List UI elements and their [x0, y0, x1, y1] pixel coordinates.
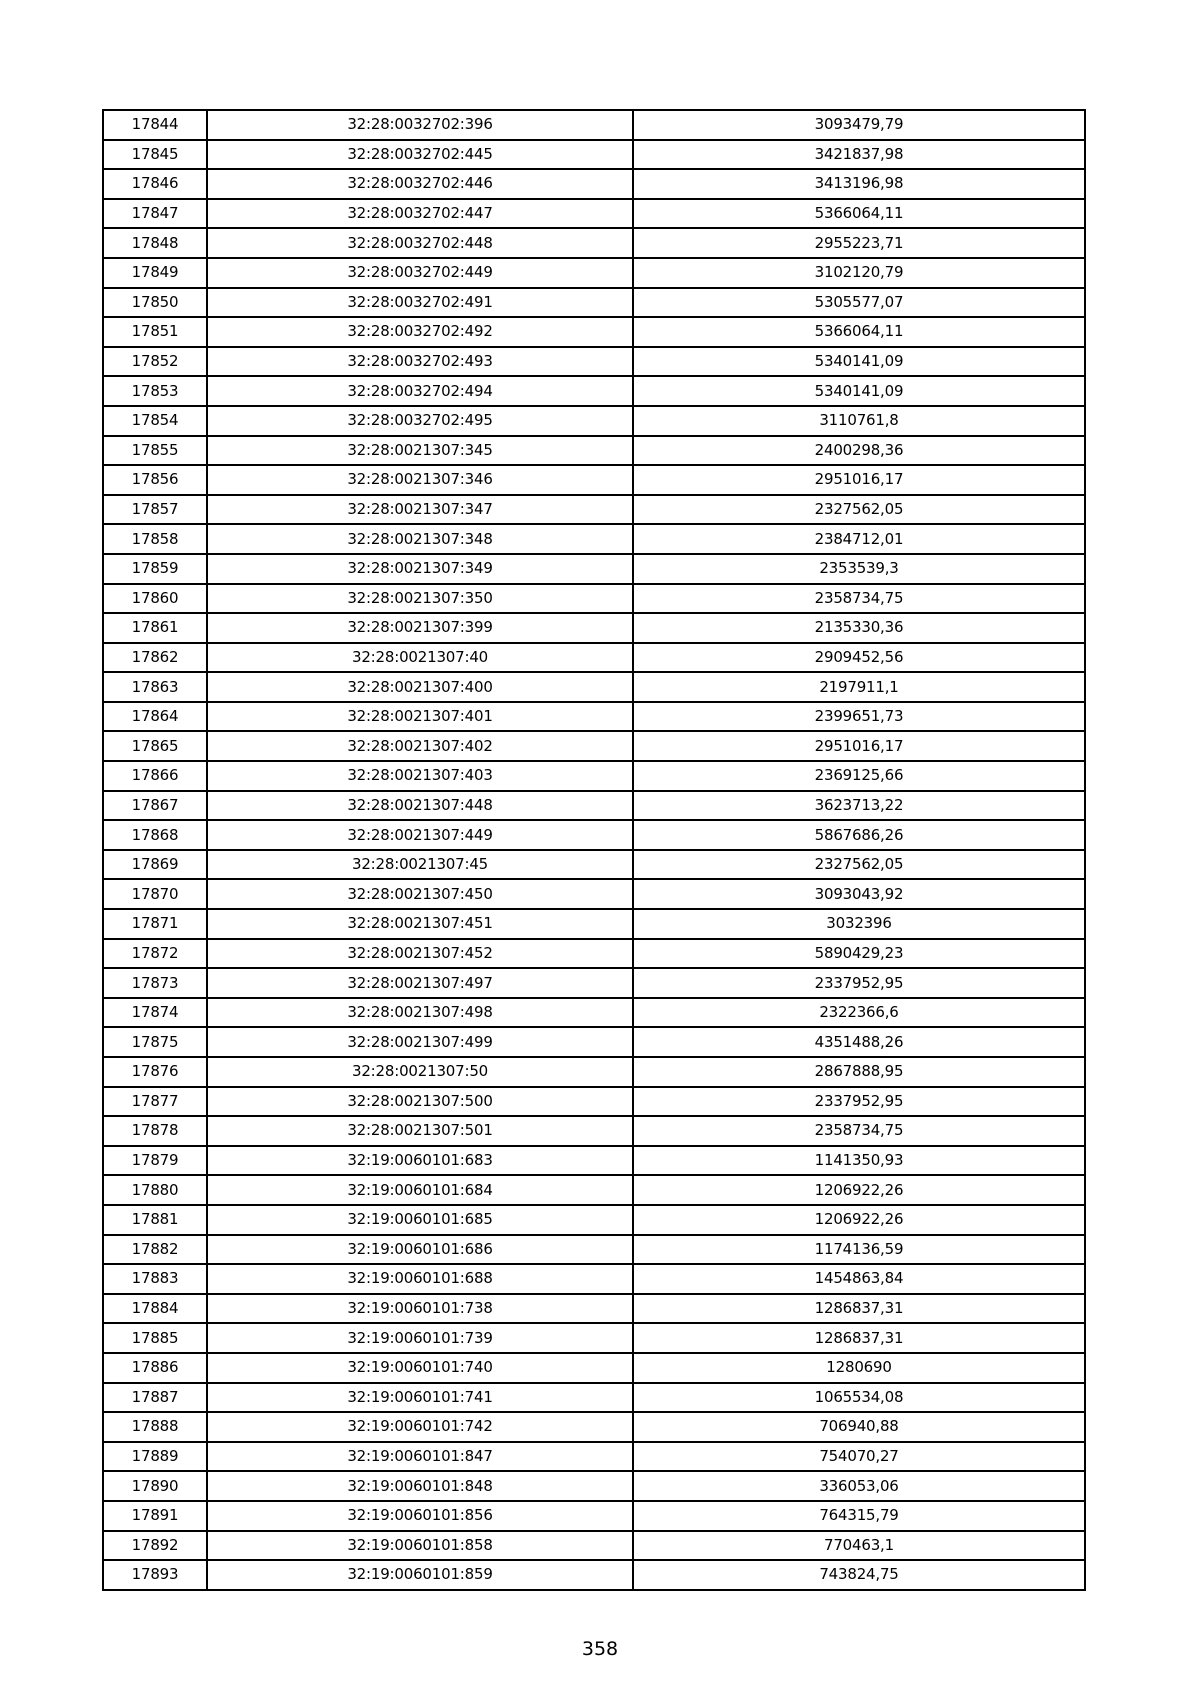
cadastral-number-cell: 32:19:0060101:847	[207, 1442, 633, 1472]
row-number-cell: 17880	[103, 1175, 207, 1205]
table-row	[103, 1235, 1085, 1265]
row-number-cell: 17849	[103, 258, 207, 288]
cadastral-number-cell: 32:19:0060101:741	[207, 1383, 633, 1413]
row-number-cell: 17887	[103, 1383, 207, 1413]
cadastral-number-cell: 32:28:0021307:451	[207, 909, 633, 939]
cadastral-number-cell: 32:28:0032702:495	[207, 406, 633, 436]
row-number-cell: 17852	[103, 347, 207, 377]
table-row	[103, 258, 1085, 288]
row-number-cell: 17855	[103, 436, 207, 466]
table-row	[103, 1294, 1085, 1324]
value-cell: 3032396	[633, 909, 1085, 939]
table-row	[103, 643, 1085, 673]
value-cell: 5340141,09	[633, 347, 1085, 377]
row-number-cell: 17856	[103, 465, 207, 495]
value-cell: 754070,27	[633, 1442, 1085, 1472]
table-row	[103, 791, 1085, 821]
table-row	[103, 1116, 1085, 1146]
table-row	[103, 1146, 1085, 1176]
table-row	[103, 1205, 1085, 1235]
value-cell: 1206922,26	[633, 1205, 1085, 1235]
row-number-cell: 17851	[103, 317, 207, 347]
cadastral-number-cell: 32:28:0021307:345	[207, 436, 633, 466]
row-number-cell: 17850	[103, 288, 207, 318]
row-number-cell: 17844	[103, 110, 207, 140]
row-number-cell: 17879	[103, 1146, 207, 1176]
value-cell: 2400298,36	[633, 436, 1085, 466]
value-cell: 2337952,95	[633, 1087, 1085, 1117]
row-number-cell: 17890	[103, 1471, 207, 1501]
value-cell: 5366064,11	[633, 317, 1085, 347]
table-row	[103, 1027, 1085, 1057]
table-row	[103, 672, 1085, 702]
value-cell: 5305577,07	[633, 288, 1085, 318]
value-cell: 2369125,66	[633, 761, 1085, 791]
row-number-cell: 17885	[103, 1323, 207, 1353]
table-row	[103, 761, 1085, 791]
page-number: 358	[581, 1638, 619, 1660]
table-row	[103, 1531, 1085, 1561]
table-row	[103, 850, 1085, 880]
table-row	[103, 879, 1085, 909]
value-cell: 743824,75	[633, 1560, 1085, 1590]
cadastral-number-cell: 32:19:0060101:856	[207, 1501, 633, 1531]
cadastral-number-cell: 32:19:0060101:848	[207, 1471, 633, 1501]
value-cell: 2197911,1	[633, 672, 1085, 702]
table-row	[103, 317, 1085, 347]
value-cell: 1280690	[633, 1353, 1085, 1383]
cadastral-number-cell: 32:19:0060101:739	[207, 1323, 633, 1353]
cadastral-number-cell: 32:28:0021307:40	[207, 643, 633, 673]
value-cell: 2867888,95	[633, 1057, 1085, 1087]
cadastral-number-cell: 32:28:0021307:350	[207, 584, 633, 614]
table-row	[103, 1560, 1085, 1590]
cadastral-number-cell: 32:28:0021307:346	[207, 465, 633, 495]
table-row	[103, 584, 1085, 614]
table-row	[103, 495, 1085, 525]
row-number-cell: 17893	[103, 1560, 207, 1590]
value-cell: 1141350,93	[633, 1146, 1085, 1176]
value-cell: 2135330,36	[633, 613, 1085, 643]
row-number-cell: 17865	[103, 731, 207, 761]
value-cell: 3421837,98	[633, 140, 1085, 170]
table-row	[103, 1264, 1085, 1294]
cadastral-number-cell: 32:19:0060101:686	[207, 1235, 633, 1265]
cadastral-number-cell: 32:28:0032702:494	[207, 376, 633, 406]
table-row	[103, 465, 1085, 495]
table-row	[103, 1353, 1085, 1383]
row-number-cell: 17884	[103, 1294, 207, 1324]
value-cell: 2327562,05	[633, 850, 1085, 880]
row-number-cell: 17845	[103, 140, 207, 170]
row-number-cell: 17863	[103, 672, 207, 702]
cadastral-number-cell: 32:28:0021307:402	[207, 731, 633, 761]
table-row	[103, 1087, 1085, 1117]
value-cell: 3413196,98	[633, 169, 1085, 199]
row-number-cell: 17876	[103, 1057, 207, 1087]
value-cell: 1065534,08	[633, 1383, 1085, 1413]
table-row	[103, 998, 1085, 1028]
row-number-cell: 17886	[103, 1353, 207, 1383]
cadastral-number-cell: 32:28:0021307:498	[207, 998, 633, 1028]
value-cell: 5867686,26	[633, 820, 1085, 850]
cadastral-number-cell: 32:28:0021307:348	[207, 524, 633, 554]
table-row	[103, 436, 1085, 466]
cadastral-number-cell: 32:28:0021307:400	[207, 672, 633, 702]
row-number-cell: 17862	[103, 643, 207, 673]
row-number-cell: 17892	[103, 1531, 207, 1561]
row-number-cell: 17873	[103, 968, 207, 998]
value-cell: 1286837,31	[633, 1323, 1085, 1353]
table-row	[103, 140, 1085, 170]
table-row	[103, 820, 1085, 850]
cadastral-number-cell: 32:28:0032702:446	[207, 169, 633, 199]
value-cell: 2955223,71	[633, 228, 1085, 258]
cadastral-number-cell: 32:28:0021307:399	[207, 613, 633, 643]
registry-table-body	[103, 110, 1085, 1590]
cadastral-number-cell: 32:19:0060101:742	[207, 1412, 633, 1442]
value-cell: 4351488,26	[633, 1027, 1085, 1057]
cadastral-number-cell: 32:28:0021307:499	[207, 1027, 633, 1057]
row-number-cell: 17860	[103, 584, 207, 614]
cadastral-number-cell: 32:19:0060101:859	[207, 1560, 633, 1590]
value-cell: 770463,1	[633, 1531, 1085, 1561]
table-row	[103, 1383, 1085, 1413]
value-cell: 5366064,11	[633, 199, 1085, 229]
row-number-cell: 17861	[103, 613, 207, 643]
value-cell: 5890429,23	[633, 939, 1085, 969]
cadastral-number-cell: 32:19:0060101:683	[207, 1146, 633, 1176]
value-cell: 2909452,56	[633, 643, 1085, 673]
table-row	[103, 406, 1085, 436]
row-number-cell: 17872	[103, 939, 207, 969]
table-row	[103, 169, 1085, 199]
value-cell: 2327562,05	[633, 495, 1085, 525]
value-cell: 3110761,8	[633, 406, 1085, 436]
row-number-cell: 17874	[103, 998, 207, 1028]
cadastral-number-cell: 32:28:0021307:500	[207, 1087, 633, 1117]
table-row	[103, 1175, 1085, 1205]
cadastral-number-cell: 32:28:0032702:447	[207, 199, 633, 229]
cadastral-number-cell: 32:28:0021307:452	[207, 939, 633, 969]
row-number-cell: 17878	[103, 1116, 207, 1146]
row-number-cell: 17859	[103, 554, 207, 584]
row-number-cell: 17858	[103, 524, 207, 554]
table-row	[103, 228, 1085, 258]
row-number-cell: 17857	[103, 495, 207, 525]
cadastral-number-cell: 32:28:0021307:401	[207, 702, 633, 732]
table-row	[103, 1412, 1085, 1442]
row-number-cell: 17847	[103, 199, 207, 229]
table-row	[103, 1323, 1085, 1353]
cadastral-number-cell: 32:28:0032702:493	[207, 347, 633, 377]
value-cell: 764315,79	[633, 1501, 1085, 1531]
value-cell: 1286837,31	[633, 1294, 1085, 1324]
table-row	[103, 1501, 1085, 1531]
table-row	[103, 110, 1085, 140]
value-cell: 3093479,79	[633, 110, 1085, 140]
row-number-cell: 17871	[103, 909, 207, 939]
value-cell: 3623713,22	[633, 791, 1085, 821]
value-cell: 2353539,3	[633, 554, 1085, 584]
value-cell: 3102120,79	[633, 258, 1085, 288]
row-number-cell: 17881	[103, 1205, 207, 1235]
row-number-cell: 17883	[103, 1264, 207, 1294]
cadastral-number-cell: 32:28:0021307:50	[207, 1057, 633, 1087]
cadastral-number-cell: 32:19:0060101:685	[207, 1205, 633, 1235]
cadastral-number-cell: 32:19:0060101:684	[207, 1175, 633, 1205]
cadastral-number-cell: 32:28:0021307:449	[207, 820, 633, 850]
table-row	[103, 1471, 1085, 1501]
cadastral-number-cell: 32:19:0060101:688	[207, 1264, 633, 1294]
table-row	[103, 1442, 1085, 1472]
table-row	[103, 1057, 1085, 1087]
cadastral-number-cell: 32:19:0060101:858	[207, 1531, 633, 1561]
value-cell: 336053,06	[633, 1471, 1085, 1501]
cadastral-number-cell: 32:28:0021307:450	[207, 879, 633, 909]
row-number-cell: 17867	[103, 791, 207, 821]
table-row	[103, 731, 1085, 761]
cadastral-number-cell: 32:28:0032702:449	[207, 258, 633, 288]
table-row	[103, 909, 1085, 939]
row-number-cell: 17882	[103, 1235, 207, 1265]
row-number-cell: 17870	[103, 879, 207, 909]
table-row	[103, 524, 1085, 554]
value-cell: 2358734,75	[633, 584, 1085, 614]
value-cell: 1206922,26	[633, 1175, 1085, 1205]
cadastral-number-cell: 32:28:0021307:403	[207, 761, 633, 791]
value-cell: 2951016,17	[633, 465, 1085, 495]
value-cell: 2358734,75	[633, 1116, 1085, 1146]
row-number-cell: 17877	[103, 1087, 207, 1117]
registry-table	[102, 109, 1086, 1591]
table-row	[103, 702, 1085, 732]
row-number-cell: 17853	[103, 376, 207, 406]
row-number-cell: 17848	[103, 228, 207, 258]
table-row	[103, 968, 1085, 998]
row-number-cell: 17864	[103, 702, 207, 732]
value-cell: 2951016,17	[633, 731, 1085, 761]
value-cell: 2322366,6	[633, 998, 1085, 1028]
value-cell: 706940,88	[633, 1412, 1085, 1442]
cadastral-number-cell: 32:28:0021307:349	[207, 554, 633, 584]
row-number-cell: 17868	[103, 820, 207, 850]
row-number-cell: 17875	[103, 1027, 207, 1057]
value-cell: 5340141,09	[633, 376, 1085, 406]
cadastral-number-cell: 32:28:0021307:45	[207, 850, 633, 880]
value-cell: 2337952,95	[633, 968, 1085, 998]
table-row	[103, 199, 1085, 229]
table-row	[103, 613, 1085, 643]
table-row	[103, 376, 1085, 406]
cadastral-number-cell: 32:28:0032702:492	[207, 317, 633, 347]
cadastral-number-cell: 32:28:0021307:497	[207, 968, 633, 998]
value-cell: 2399651,73	[633, 702, 1085, 732]
value-cell: 2384712,01	[633, 524, 1085, 554]
cadastral-number-cell: 32:28:0021307:347	[207, 495, 633, 525]
value-cell: 1454863,84	[633, 1264, 1085, 1294]
row-number-cell: 17846	[103, 169, 207, 199]
cadastral-number-cell: 32:19:0060101:738	[207, 1294, 633, 1324]
row-number-cell: 17891	[103, 1501, 207, 1531]
cadastral-number-cell: 32:28:0032702:448	[207, 228, 633, 258]
cadastral-number-cell: 32:28:0021307:448	[207, 791, 633, 821]
table-row	[103, 347, 1085, 377]
row-number-cell: 17854	[103, 406, 207, 436]
cadastral-number-cell: 32:28:0032702:491	[207, 288, 633, 318]
cadastral-number-cell: 32:28:0032702:396	[207, 110, 633, 140]
cadastral-number-cell: 32:19:0060101:740	[207, 1353, 633, 1383]
cadastral-number-cell: 32:28:0032702:445	[207, 140, 633, 170]
row-number-cell: 17869	[103, 850, 207, 880]
table-row	[103, 554, 1085, 584]
row-number-cell: 17866	[103, 761, 207, 791]
cadastral-number-cell: 32:28:0021307:501	[207, 1116, 633, 1146]
table-row	[103, 939, 1085, 969]
table-row	[103, 288, 1085, 318]
row-number-cell: 17889	[103, 1442, 207, 1472]
row-number-cell: 17888	[103, 1412, 207, 1442]
value-cell: 1174136,59	[633, 1235, 1085, 1265]
value-cell: 3093043,92	[633, 879, 1085, 909]
